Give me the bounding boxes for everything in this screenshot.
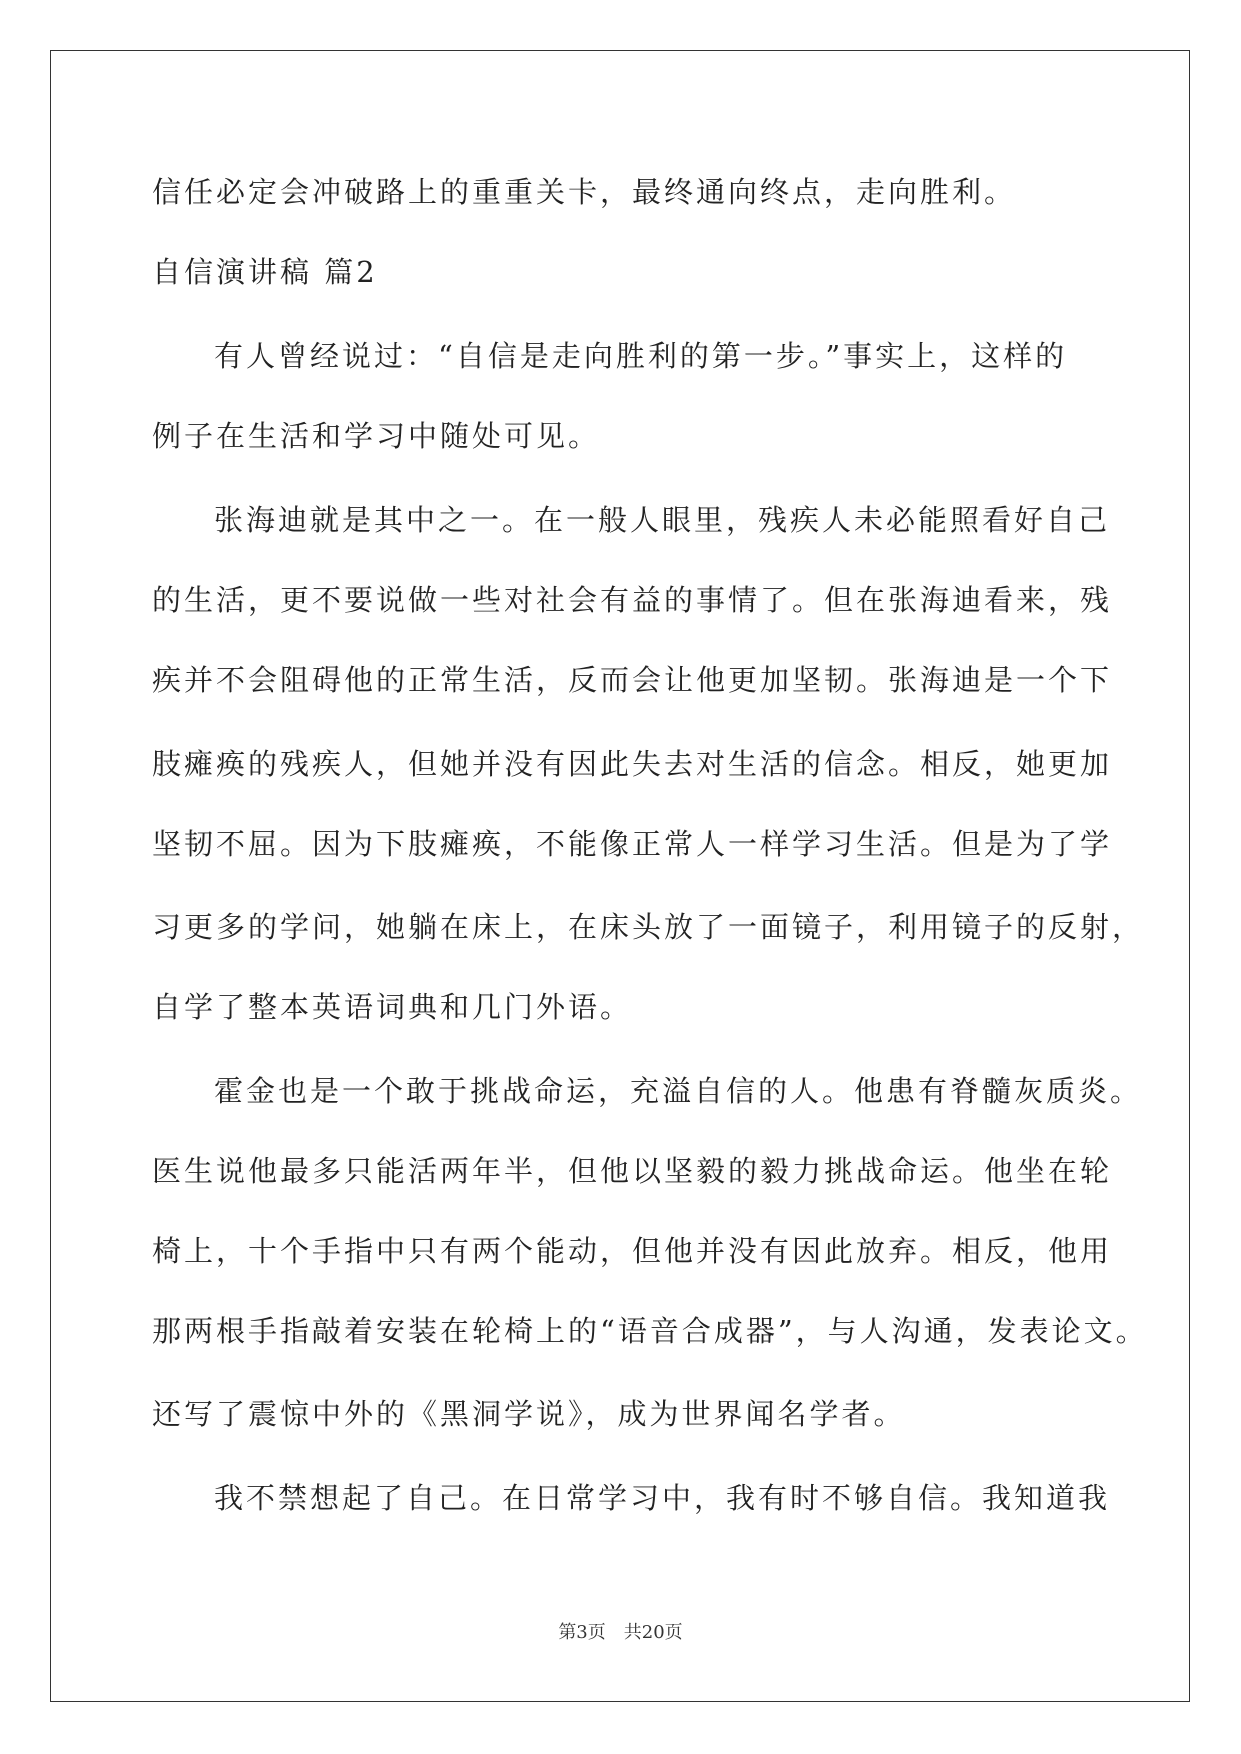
page-border <box>50 50 1190 1702</box>
paragraph-line: 疾并不会阻碍他的正常生活，反而会让他更加坚韧。张海迪是一个下 <box>152 663 1113 697</box>
paragraph-line: 例子在生活和学习中随处可见。 <box>152 419 601 453</box>
paragraph-line: 我不禁想起了自己。在日常学习中，我有时不够自信。我知道我 <box>214 1481 1111 1515</box>
paragraph-line: 椅上，十个手指中只有两个能动，但他并没有因此放弃。相反，他用 <box>152 1234 1113 1268</box>
paragraph-line: 还写了震惊中外的《黑洞学说》，成为世界闻名学者。 <box>152 1397 906 1431</box>
paragraph-line: 信任必定会冲破路上的重重关卡，最终通向终点，走向胜利。 <box>152 175 1017 209</box>
section-heading: 自信演讲稿 篇2 <box>152 255 378 289</box>
paragraph-line: 自学了整本英语词典和几门外语。 <box>152 990 633 1024</box>
paragraph-line: 肢瘫痪的残疾人，但她并没有因此失去对生活的信念。相反，她更加 <box>152 747 1113 781</box>
paragraph-line: 坚韧不屈。因为下肢瘫痪，不能像正常人一样学习生活。但是为了学 <box>152 827 1113 861</box>
paragraph-line: 那两根手指敲着安装在轮椅上的“语音合成器”，与人沟通，发表论文。 <box>152 1314 1148 1348</box>
paragraph-line: 张海迪就是其中之一。在一般人眼里，残疾人未必能照看好自己 <box>214 503 1111 537</box>
page-number: 第3页 <box>558 1622 606 1643</box>
paragraph-line: 医生说他最多只能活两年半，但他以坚毅的毅力挑战命运。他坐在轮 <box>152 1154 1113 1188</box>
page-footer <box>0 1621 1241 1645</box>
paragraph-line: 霍金也是一个敢于挑战命运，充溢自信的人。他患有脊髓灰质炎。 <box>214 1074 1143 1108</box>
paragraph-line: 习更多的学问，她躺在床上，在床头放了一面镜子，利用镜子的反射， <box>152 910 1145 944</box>
paragraph-line: 的生活，更不要说做一些对社会有益的事情了。但在张海迪看来，残 <box>152 583 1113 617</box>
page-total: 共20页 <box>623 1622 683 1643</box>
paragraph-line: 有人曾经说过：“自信是走向胜利的第一步。”事实上，这样的 <box>214 339 1068 373</box>
